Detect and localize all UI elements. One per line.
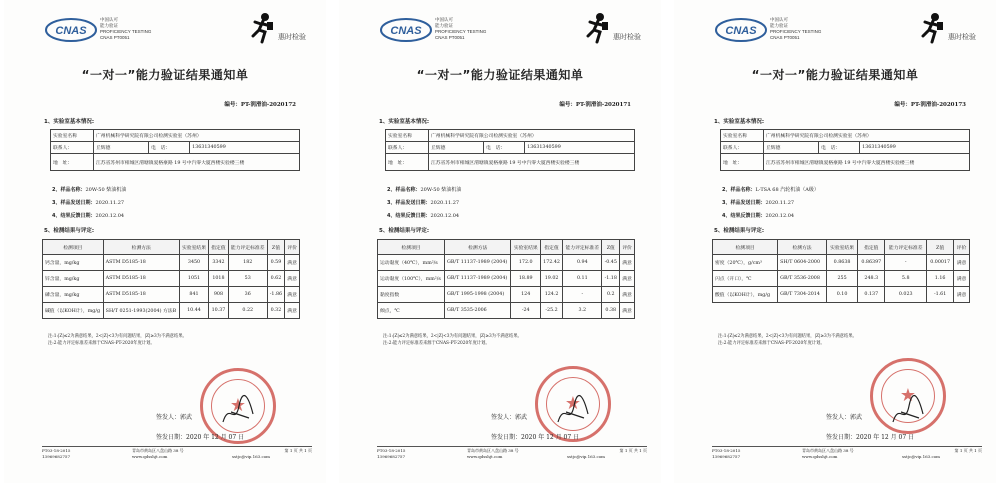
results-cell: -: [563, 287, 602, 303]
results-cell: 0.59: [267, 255, 284, 271]
results-cell: 满意: [285, 271, 300, 287]
results-cell: -24: [511, 303, 541, 319]
results-cell: 3.2: [563, 303, 602, 319]
signer-value: 郭武: [180, 414, 193, 421]
sent-date-line: [722, 199, 794, 206]
footer-website: www.qdsshjt.com: [132, 454, 168, 459]
results-header-cell: 能力评定标准差: [563, 240, 602, 255]
footer-address: 青岛市黄岛区八盘山路 38 号: [467, 448, 519, 453]
footer-phone: 13969682757: [712, 454, 740, 459]
results-cell: 0.86397: [858, 255, 885, 271]
lab-info-table: [50, 129, 300, 171]
issue-date-line: [156, 432, 244, 441]
sample-value: L-TSA 68 汽轮机油（A级）: [755, 187, 819, 193]
results-header-cell: 指定值: [209, 240, 229, 255]
signer-line: [826, 412, 862, 421]
sent-date-value: 2020.11.27: [430, 200, 460, 206]
issue-date-label: 签发日期：: [826, 434, 857, 441]
table-row: [713, 271, 970, 287]
lab-name-value: 广州机械科学研究院有限公司检测实验室（苏州）: [94, 130, 300, 142]
address-label: 地 址：: [51, 154, 94, 171]
table-row: [713, 287, 970, 303]
results-cell: 满意: [620, 271, 635, 287]
page-footer: [712, 446, 982, 460]
feedback-date-line: [387, 212, 459, 219]
svg-text:CNAS: CNAS: [390, 25, 422, 37]
sample-label: 2、样品名称：: [387, 187, 421, 193]
results-cell: 172.42: [540, 255, 562, 271]
feedback-date-line: [722, 212, 794, 219]
section-results: 5、检测结果与评定:: [379, 228, 430, 234]
results-header-cell: Z值: [602, 240, 620, 255]
seal-star-icon: ★: [564, 393, 582, 414]
results-cell: -1.86: [267, 287, 284, 303]
results-cell: 255: [826, 271, 857, 287]
footer-form-id: PT03-18-2015: [377, 448, 406, 453]
sent-date-line: [387, 199, 459, 206]
results-cell: 0.94: [563, 255, 602, 271]
sent-date-label: 3、样品发送日期：: [387, 200, 431, 206]
results-cell: 黏度指数: [378, 287, 445, 303]
results-cell: 5.8: [885, 271, 927, 287]
results-cell: 锌含量，mg/kg: [43, 271, 104, 287]
handwritten-signature: [219, 392, 259, 432]
section-lab-info: 1、实验室基本情况:: [714, 119, 765, 125]
results-header-cell: 实验室结果: [179, 240, 208, 255]
results-cell: GB/T 7304-2014: [778, 287, 827, 303]
results-header-cell: 检测方法: [778, 240, 827, 255]
footer-email: sstjc@vip.163.com: [567, 454, 605, 459]
results-cell: 满意: [954, 287, 970, 303]
phone-value: 13631340599: [525, 142, 635, 154]
document-number: 编号：PT-润滑油-2020171: [559, 102, 631, 108]
brand-name: 惠时检验: [948, 33, 976, 41]
notice-document-2: [339, 0, 661, 483]
results-cell: GB/T 1995-1998 (2004): [445, 287, 511, 303]
footer-website: www.qdsshjt.com: [802, 454, 838, 459]
brand-name: 惠时检验: [613, 33, 641, 41]
results-cell: 满意: [954, 271, 970, 287]
results-header-cell: 检测方法: [445, 240, 511, 255]
signer-value: 郭武: [515, 414, 528, 421]
phone-value: 13631340599: [860, 142, 970, 154]
results-cell: 0.22: [228, 303, 267, 319]
table-row: [378, 271, 635, 287]
issue-date-value: 2020 年 12 月 07 日: [521, 434, 580, 441]
signer-label: 签发人：: [156, 414, 181, 421]
document-title: “一对一”能力验证结果通知单: [751, 68, 919, 82]
sent-date-label: 3、样品发送日期：: [722, 200, 766, 206]
results-cell: 841: [179, 287, 208, 303]
cnas-caption: 中国认可 能力验证 PROFICIENCY TESTING CNAS PT0051: [435, 17, 487, 40]
result-notes: 注:1:|Z|≤2为满意结果，2<|Z|<3为有问题结果，|Z|≥3为不满意结果。 注:2:能力评定标准差来源于CNAS-PT-2020年度计划。: [48, 334, 187, 346]
results-header-cell: 能力评定标准差: [228, 240, 267, 255]
results-cell: 满意: [285, 303, 300, 319]
feedback-date-value: 2020.12.04: [430, 213, 460, 219]
section-lab-info: 1、实验室基本情况:: [379, 119, 430, 125]
results-cell: 172.0: [511, 255, 541, 271]
phone-label: 电 话：: [819, 142, 860, 154]
address-value: 江苏省苏州市相城区渭塘镇爱格豪路 19 号中汽零大厦西楼实验楼三楼: [764, 154, 970, 171]
results-cell: -1.61: [927, 287, 954, 303]
contact-label: 联系人：: [51, 142, 94, 154]
results-header-cell: 评价: [954, 240, 970, 255]
results-header-cell: 指定值: [858, 240, 885, 255]
footer-page-number: 第 1 页 共 1 页: [619, 448, 647, 453]
result-notes: 注:1:|Z|≤2为满意结果，2<|Z|<3为有问题结果，|Z|≥3为不满意结果。 注:2:能力评定标准差来源于CNAS-PT-2020年度计划。: [718, 334, 857, 346]
issue-date-value: 2020 年 12 月 07 日: [856, 434, 915, 441]
sent-date-label: 3、样品发送日期：: [52, 200, 96, 206]
results-cell: 碱值（以KOH计），mg/g: [43, 303, 104, 319]
sample-line: [722, 186, 819, 193]
contact-label: 联系人：: [386, 142, 429, 154]
contact-label: 联系人：: [721, 142, 764, 154]
address-value: 江苏省苏州市相城区渭塘镇爱格豪路 19 号中汽零大厦西楼实验楼三楼: [429, 154, 635, 171]
results-cell: ASTM D5185-18: [103, 255, 179, 271]
feedback-date-label: 4、结果反馈日期：: [722, 213, 766, 219]
results-cell: 0.11: [563, 271, 602, 287]
results-cell: -1.18: [602, 271, 620, 287]
results-header-cell: 检测项目: [378, 240, 445, 255]
results-cell: 酸值（以KOH计），mg/g: [713, 287, 778, 303]
result-notes: 注:1:|Z|≤2为满意结果，2<|Z|<3为有问题结果，|Z|≥3为不满意结果。 注:2:能力评定标准差来源于CNAS-PT-2020年度计划。: [383, 334, 522, 346]
sample-value: 20W-50 柴油机油: [420, 187, 462, 193]
footer-email: sstjc@vip.163.com: [902, 454, 940, 459]
footer-page-number: 第 1 页 共 1 页: [954, 448, 982, 453]
results-header-cell: 检测方法: [103, 240, 179, 255]
lab-info-table: [720, 129, 970, 171]
table-row: [378, 287, 635, 303]
results-cell: 1018: [209, 271, 229, 287]
lab-name-label: 实验室名称: [721, 130, 764, 142]
cnas-logo-icon: [714, 16, 768, 46]
section-lab-info: 1、实验室基本情况:: [44, 119, 95, 125]
document-number: 编号：PT-润滑油-2020172: [224, 102, 296, 108]
results-header-cell: 检测项目: [43, 240, 104, 255]
phone-label: 电 话：: [149, 142, 190, 154]
letterhead: [379, 12, 651, 52]
results-header-cell: Z值: [927, 240, 954, 255]
results-cell: GB/T 3536-2008: [778, 271, 827, 287]
results-cell: ASTM D5185-18: [103, 287, 179, 303]
results-cell: 满意: [285, 287, 300, 303]
results-cell: 满意: [954, 255, 970, 271]
results-cell: 0.00017: [927, 255, 954, 271]
results-cell: 1.16: [927, 271, 954, 287]
results-cell: 满意: [620, 303, 635, 319]
contact-value: 丘辉德: [429, 142, 484, 154]
results-cell: 18.89: [511, 271, 541, 287]
results-cell: 10.44: [179, 303, 208, 319]
sent-date-value: 2020.11.27: [765, 200, 795, 206]
results-cell: 908: [209, 287, 229, 303]
sample-label: 2、样品名称：: [722, 187, 756, 193]
notice-document-1: [4, 0, 326, 483]
runner-logo-icon: [584, 12, 610, 44]
results-cell: 0.2: [602, 287, 620, 303]
issue-date-label: 签发日期：: [491, 434, 522, 441]
results-cell: ASTM D5185-18: [103, 271, 179, 287]
page-footer: [42, 446, 312, 460]
section-results: 5、检测结果与评定:: [714, 228, 765, 234]
signer-value: 郭武: [850, 414, 863, 421]
results-cell: 钙含量，mg/kg: [43, 255, 104, 271]
results-cell: 闪点（开口），℃: [713, 271, 778, 287]
results-table: [377, 239, 635, 319]
table-row: [378, 303, 635, 319]
sample-label: 2、样品名称：: [52, 187, 86, 193]
address-value: 江苏省苏州市相城区渭塘镇爱格豪路 19 号中汽零大厦西楼实验楼三楼: [94, 154, 300, 171]
results-cell: 53: [228, 271, 267, 287]
results-cell: 磷含量，mg/kg: [43, 287, 104, 303]
results-cell: 1051: [179, 271, 208, 287]
table-row: [43, 255, 300, 271]
brand-name: 惠时检验: [278, 33, 306, 41]
results-cell: 0.8638: [826, 255, 857, 271]
results-header-cell: 实验室结果: [826, 240, 857, 255]
section-results: 5、检测结果与评定:: [44, 228, 95, 234]
sent-date-value: 2020.11.27: [95, 200, 125, 206]
results-header-cell: 检测项目: [713, 240, 778, 255]
cnas-caption: 中国认可 能力验证 PROFICIENCY TESTING CNAS PT0051: [770, 17, 822, 40]
sent-date-line: [52, 199, 124, 206]
results-cell: 满意: [285, 255, 300, 271]
results-cell: 124.2: [540, 287, 562, 303]
results-cell: 0.023: [885, 287, 927, 303]
table-row: [378, 255, 635, 271]
contact-value: 丘辉德: [764, 142, 819, 154]
table-row: [713, 255, 970, 271]
signer-line: [156, 412, 192, 421]
footer-website: www.qdsshjt.com: [467, 454, 503, 459]
footer-form-id: PT03-18-2015: [42, 448, 71, 453]
handwritten-signature: [554, 392, 594, 432]
signer-label: 签发人：: [826, 414, 851, 421]
results-header-cell: 实验室结果: [511, 240, 541, 255]
table-row: [43, 303, 300, 319]
results-header-cell: 指定值: [540, 240, 562, 255]
document-title: “一对一”能力验证结果通知单: [81, 68, 249, 82]
cnas-logo-icon: [44, 16, 98, 46]
results-cell: 0.62: [267, 271, 284, 287]
signer-label: 签发人：: [491, 414, 516, 421]
document-title: “一对一”能力验证结果通知单: [416, 68, 584, 82]
results-cell: 倾点，℃: [378, 303, 445, 319]
footer-form-id: PT03-18-2015: [712, 448, 741, 453]
issue-date-line: [826, 432, 914, 441]
lab-info-table: [385, 129, 635, 171]
lab-name-label: 实验室名称: [386, 130, 429, 142]
address-label: 地 址：: [386, 154, 429, 171]
table-row: [43, 271, 300, 287]
results-cell: GB/T 11137-1989 (2004): [445, 255, 511, 271]
results-cell: 10.37: [209, 303, 229, 319]
handwritten-signature: [889, 392, 929, 432]
results-header-cell: 能力评定标准差: [885, 240, 927, 255]
results-cell: SH/T 0251-1993(2004) 方法B: [103, 303, 179, 319]
results-cell: 3342: [209, 255, 229, 271]
results-cell: 密度（20℃），g/cm³: [713, 255, 778, 271]
phone-value: 13631340599: [190, 142, 300, 154]
sample-value: 20W-50 柴油机油: [85, 187, 127, 193]
results-cell: 3450: [179, 255, 208, 271]
page-footer: [377, 446, 647, 460]
results-cell: GB/T 3535-2006: [445, 303, 511, 319]
issue-date-line: [491, 432, 579, 441]
results-cell: 248.3: [858, 271, 885, 287]
footer-address: 青岛市黄岛区八盘山路 38 号: [802, 448, 854, 453]
svg-text:CNAS: CNAS: [55, 25, 87, 37]
results-cell: 满意: [620, 255, 635, 271]
issue-date-value: 2020 年 12 月 07 日: [186, 434, 245, 441]
issue-date-label: 签发日期：: [156, 434, 187, 441]
results-cell: -25.2: [540, 303, 562, 319]
results-cell: 满意: [620, 287, 635, 303]
cnas-logo-icon: [379, 16, 433, 46]
address-label: 地 址：: [721, 154, 764, 171]
footer-phone: 13969682757: [42, 454, 70, 459]
footer-email: sstjc@vip.163.com: [232, 454, 270, 459]
signer-line: [491, 412, 527, 421]
results-header-cell: Z值: [267, 240, 284, 255]
notice-document-3: [674, 0, 996, 483]
sample-line: [387, 186, 461, 193]
document-number: 编号：PT-润滑油-2020173: [894, 102, 966, 108]
footer-page-number: 第 1 页 共 1 页: [284, 448, 312, 453]
lab-name-label: 实验室名称: [51, 130, 94, 142]
feedback-date-line: [52, 212, 124, 219]
feedback-date-value: 2020.12.04: [765, 213, 795, 219]
footer-address: 青岛市黄岛区八盘山路 38 号: [132, 448, 184, 453]
results-cell: 0.32: [267, 303, 284, 319]
sample-line: [52, 186, 126, 193]
results-cell: 124: [511, 287, 541, 303]
results-cell: 19.02: [540, 271, 562, 287]
lab-name-value: 广州机械科学研究院有限公司检测实验室（苏州）: [429, 130, 635, 142]
letterhead: [44, 12, 316, 52]
footer-phone: 13969682757: [377, 454, 405, 459]
results-cell: 0.10: [826, 287, 857, 303]
results-cell: 运动黏度（100℃），mm²/s: [378, 271, 445, 287]
results-cell: GB/T 11137-1989 (2004): [445, 271, 511, 287]
phone-label: 电 话：: [484, 142, 525, 154]
results-table: [712, 239, 970, 303]
runner-logo-icon: [249, 12, 275, 44]
svg-text:CNAS: CNAS: [725, 25, 757, 37]
results-cell: 36: [228, 287, 267, 303]
results-cell: 运动黏度（40℃），mm²/s: [378, 255, 445, 271]
feedback-date-label: 4、结果反馈日期：: [52, 213, 96, 219]
contact-value: 丘辉德: [94, 142, 149, 154]
results-table: [42, 239, 300, 319]
results-cell: 182: [228, 255, 267, 271]
results-cell: -: [885, 255, 927, 271]
feedback-date-label: 4、结果反馈日期：: [387, 213, 431, 219]
lab-name-value: 广州机械科学研究院有限公司检测实验室（苏州）: [764, 130, 970, 142]
results-cell: 0.38: [602, 303, 620, 319]
results-cell: SH/T 0604-2000: [778, 255, 827, 271]
results-cell: 0.137: [858, 287, 885, 303]
feedback-date-value: 2020.12.04: [95, 213, 125, 219]
results-cell: -0.45: [602, 255, 620, 271]
runner-logo-icon: [919, 12, 945, 44]
seal-star-icon: ★: [229, 395, 247, 416]
results-header-cell: 评价: [285, 240, 300, 255]
cnas-caption: 中国认可 能力验证 PROFICIENCY TESTING CNAS PT0051: [100, 17, 152, 40]
results-header-cell: 评价: [620, 240, 635, 255]
table-row: [43, 287, 300, 303]
letterhead: [714, 12, 986, 52]
seal-star-icon: ★: [899, 385, 917, 406]
